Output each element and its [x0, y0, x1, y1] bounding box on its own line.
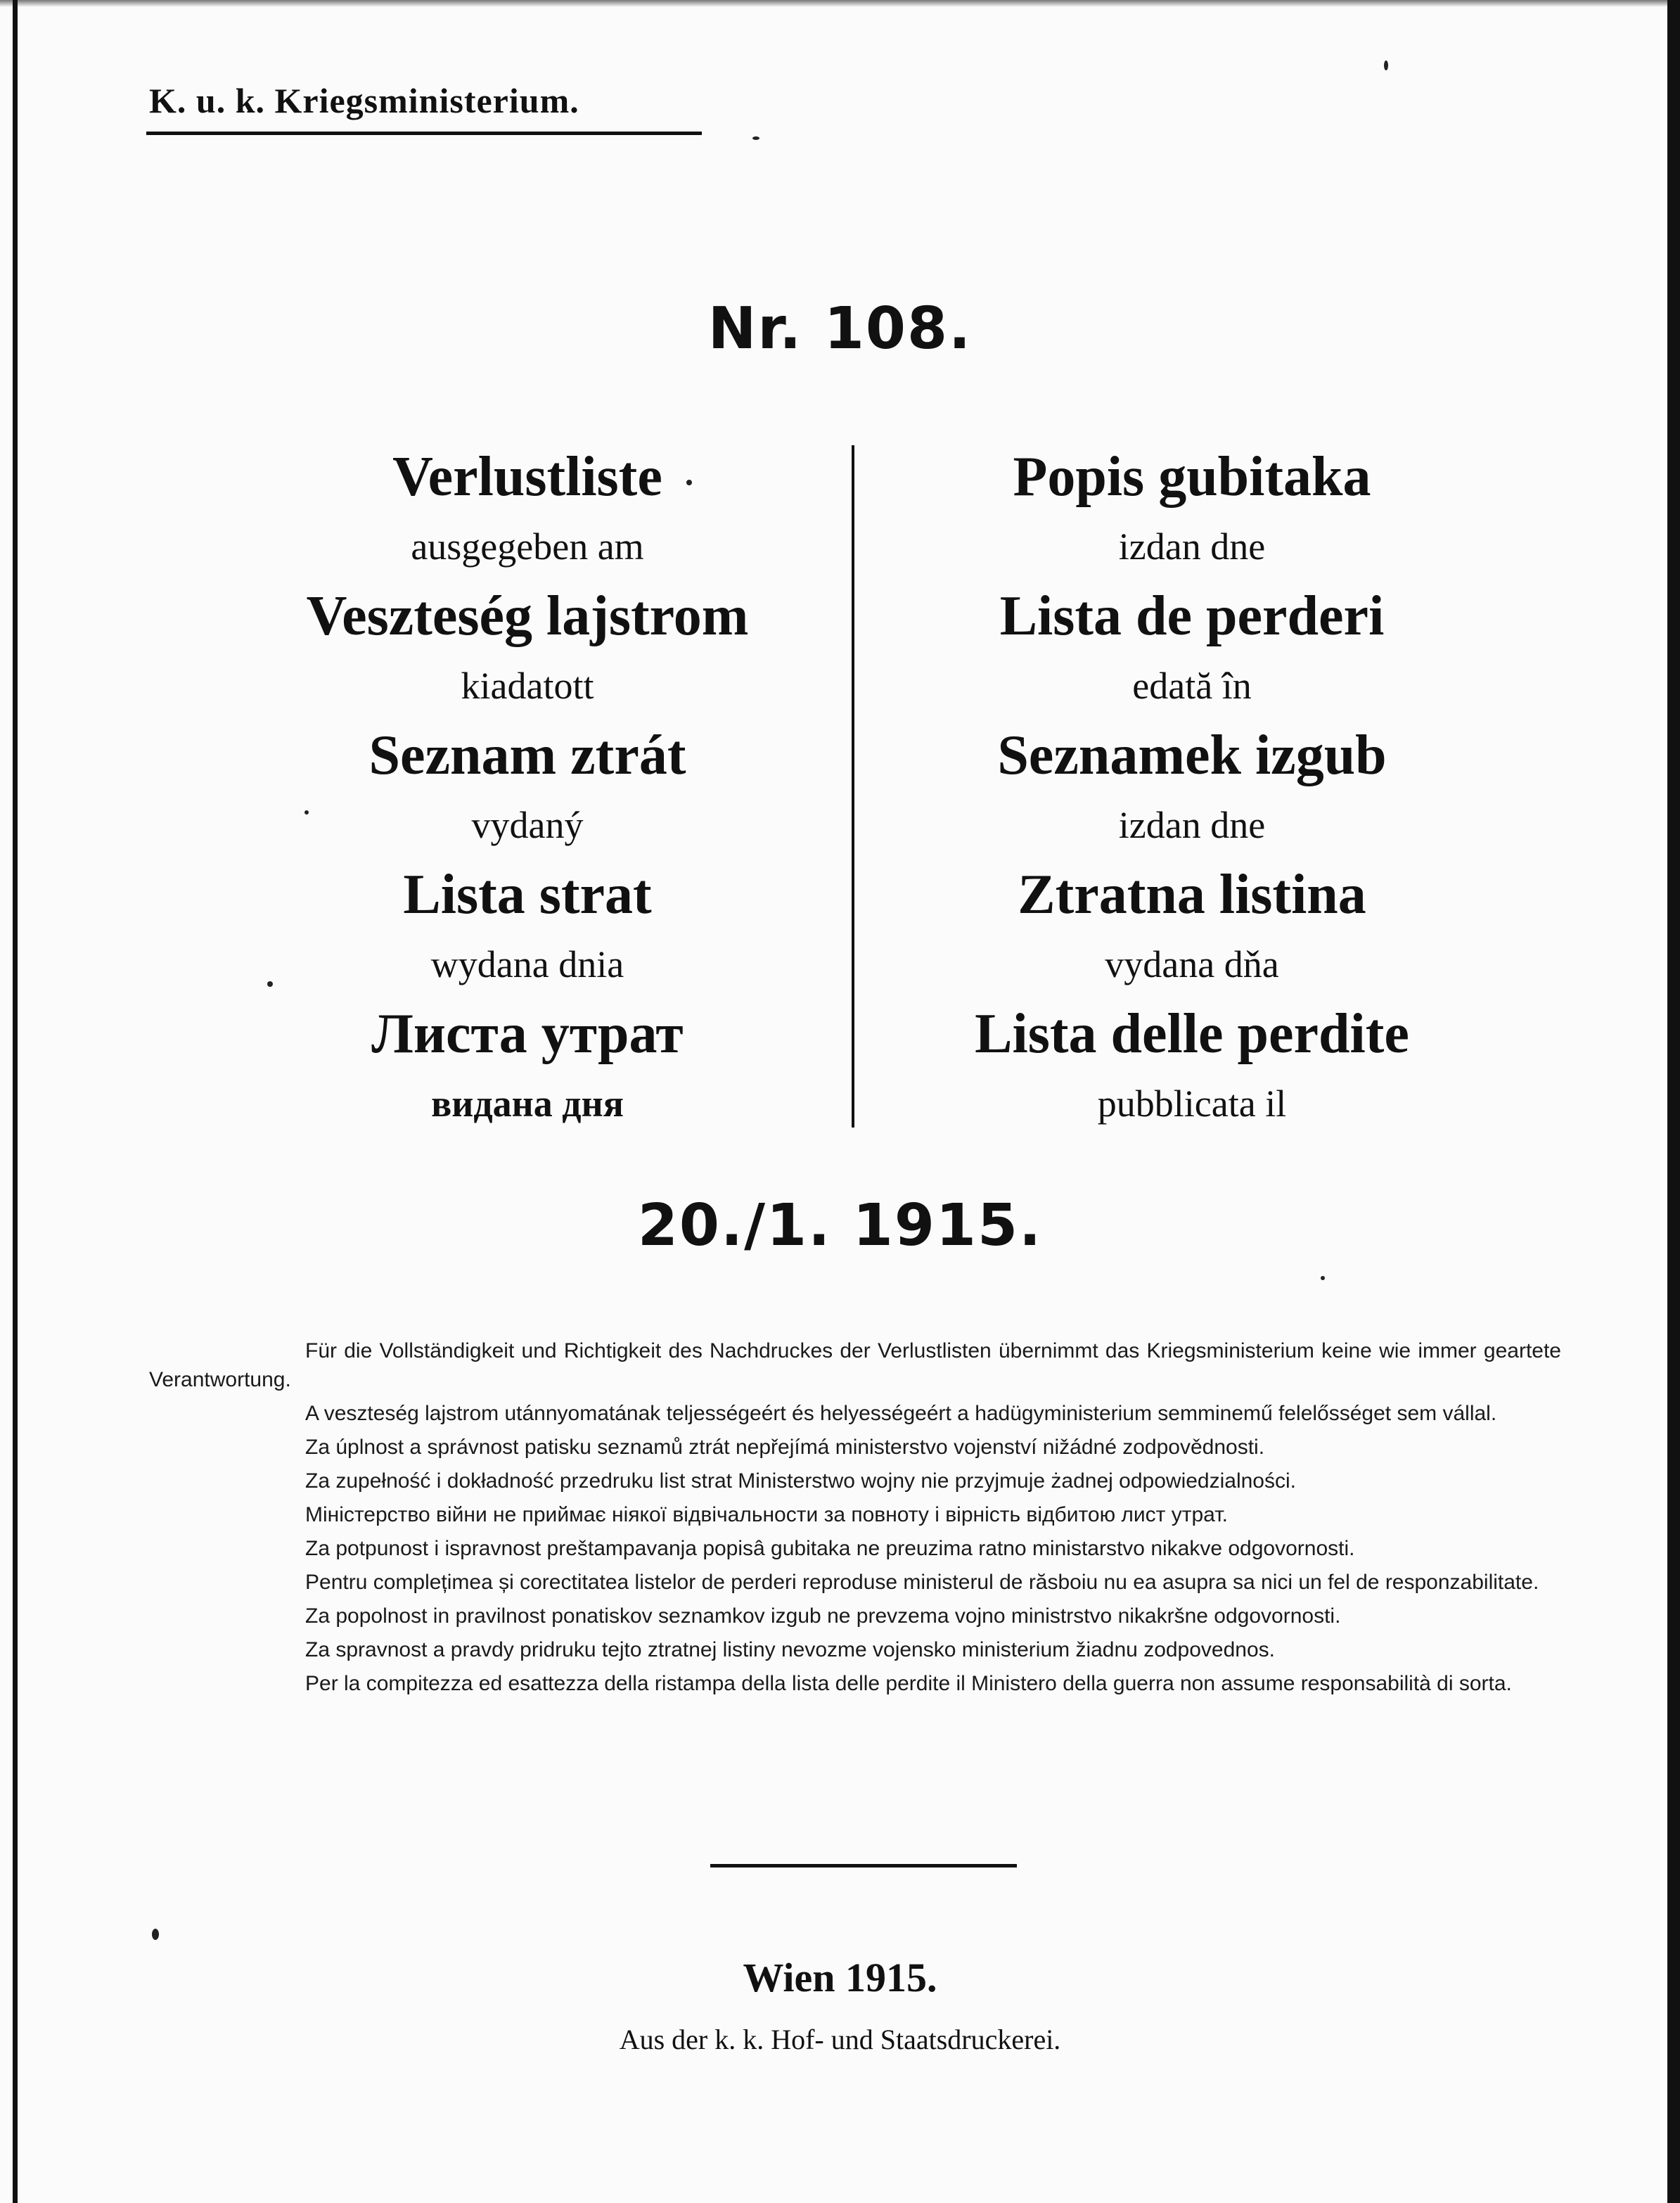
list-title: Lista strat — [403, 864, 652, 926]
issued-label: видана дня — [431, 1083, 624, 1125]
scan-top-edge — [0, 0, 1680, 7]
disclaimer-paragraph: Za popolnost in pravilnost ponatiskov seznamkov izgub ne prevzema vojno ministrstvo nikakršne odgovornosti. — [305, 1604, 1341, 1628]
issued-label: wydana dnia — [430, 943, 624, 985]
footer-divider — [710, 1864, 1017, 1867]
disclaimer-paragraph: Міністерство війни не приймає ніякої відвічальности за повноту і вірність відбитою лист утрат. — [305, 1503, 1228, 1526]
scan-speck — [1384, 60, 1388, 70]
disclaimer-paragraph: A veszteség lajstrom utánnyomatának teljességeért és helyességeért a hadügyministerium semminemű felelősséget sem vállal. — [305, 1402, 1497, 1425]
footer-city-year: Wien 1915. — [743, 1955, 937, 2000]
issued-label: vydana dňa — [1105, 943, 1279, 985]
right-language-column — [876, 443, 1508, 1139]
issue-number: Nr. 108. — [707, 295, 973, 362]
list-title: Ztratna listina — [1018, 864, 1366, 926]
issued-label: ausgegeben am — [411, 525, 644, 568]
scan-speck — [686, 480, 692, 485]
left-language-column — [211, 443, 844, 1139]
disclaimer-paragraph: Za úplnost a správnost patisku seznamů ztrát nepřejímá ministerstvo vojenství nižádné zodpovědnosti. — [305, 1436, 1265, 1459]
disclaimer-paragraph: Za spravnost a pravdy pridruku tejto ztratnej listiny nevozme vojensko ministerium žiadnu zodpovednos. — [305, 1638, 1276, 1661]
disclaimer-paragraph: Za zupełność i dokładność przedruku list strat Ministerstwo wojny nie przyjmuje żadnej odpowiedzialności. — [305, 1469, 1296, 1493]
list-title: Seznamek izgub — [997, 724, 1387, 786]
issued-label: vydaný — [471, 804, 584, 846]
list-title: Lista delle perdite — [975, 1003, 1409, 1065]
scan-speck — [304, 810, 309, 815]
column-divider — [852, 445, 854, 1128]
scan-speck — [267, 981, 273, 987]
disclaimer-paragraph: Für die Vollständigkeit und Richtigkeit des Nachdruckes der Verlustlisten übernimmt das Kriegsministerium keine wie immer geartete Verantwortung. — [149, 1339, 1561, 1391]
disclaimer-paragraph: Pentru complețimea și corectitatea listelor de perderi reproduse ministerul de răsboiu nu ea asupra sa nici un fel de responzabilitate. — [305, 1571, 1539, 1594]
scan-speck — [152, 1929, 159, 1940]
disclaimer-paragraph: Per la compitezza ed esattezza della ristampa della lista delle perdite il Ministero della guerra non assume responsabilità di sorta. — [305, 1672, 1512, 1695]
issued-label: izdan dne — [1118, 525, 1266, 568]
issued-label: pubblicata il — [1097, 1083, 1287, 1125]
list-title: Popis gubitaka — [1013, 446, 1371, 508]
disclaimer-block — [149, 1336, 1561, 1703]
scan-speck — [1321, 1276, 1325, 1280]
issue-date: 20./1. 1915. — [637, 1192, 1043, 1259]
footer-printer: Aus der k. k. Hof- und Staatsdruckerei. — [619, 2024, 1061, 2055]
issued-label: izdan dne — [1118, 804, 1266, 846]
list-title: Листа утрат — [371, 1003, 684, 1065]
header-underline — [146, 132, 702, 135]
disclaimer-paragraph: Za potpunost i ispravnost preštampavanja popisâ gubitaka ne preuzima ratno ministarstvo nikakve odgovornosti. — [305, 1537, 1355, 1560]
list-title: Verlustliste — [392, 446, 662, 508]
list-title: Lista de perderi — [999, 585, 1385, 647]
issued-label: edată în — [1132, 665, 1252, 707]
issued-label: kiadatott — [461, 665, 594, 707]
ministry-header: K. u. k. Kriegsministerium. — [149, 81, 579, 120]
list-title: Veszteség lajstrom — [306, 585, 749, 647]
list-title: Seznam ztrát — [368, 724, 686, 786]
scan-speck — [752, 136, 759, 140]
